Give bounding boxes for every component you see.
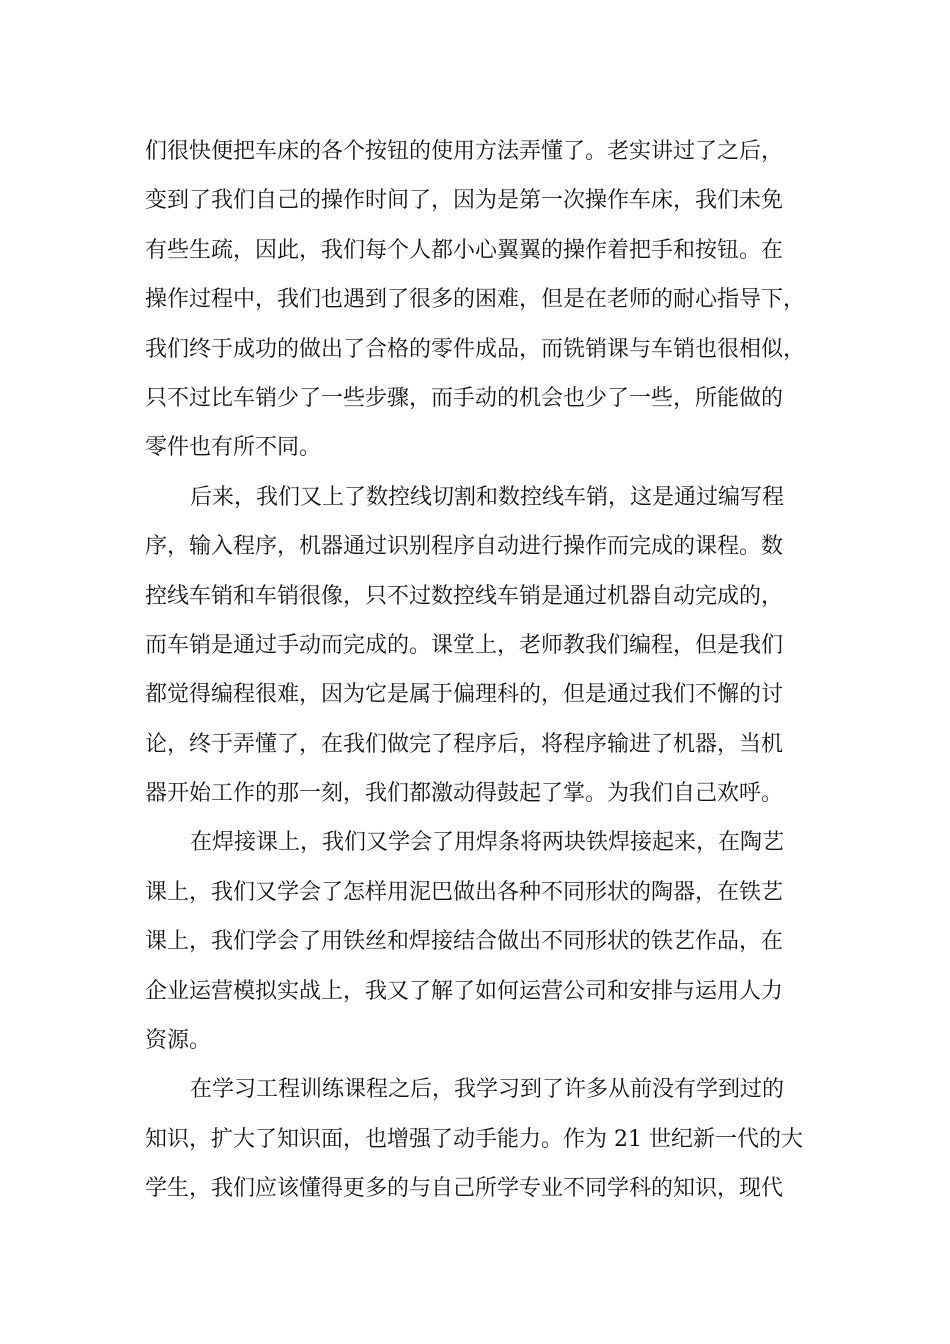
paragraph-first-line: 在焊接课上，我们又学会了用焊条将两块铁焊接起来，在陶艺	[190, 830, 785, 856]
text-line: 有些生疏，因此，我们每个人都小心翼翼的操作着把手和按钮。在	[145, 237, 784, 263]
text-line: 只不过比车销少了一些步骤，而手动的机会也少了一些，所能做的	[145, 385, 784, 411]
text-line: 变到了我们自己的操作时间了，因为是第一次操作车床，我们未免	[145, 188, 784, 214]
text-line: 零件也有所不同。	[145, 435, 322, 461]
text-line: 知识，扩大了知识面，也增强了动手能力。作为 21 世纪新一代的大	[145, 1126, 803, 1152]
text-line: 论，终于弄懂了，在我们做完了程序后，将程序输进了机器，当机	[145, 731, 784, 757]
text-line: 而车销是通过手动而完成的。课堂上，老师教我们编程，但是我们	[145, 632, 784, 658]
text-line: 课上，我们又学会了怎样用泥巴做出各种不同形状的陶器，在铁艺	[145, 879, 784, 905]
text-line: 我们终于成功的做出了合格的零件成品，而铣销课与车销也很相似，	[145, 336, 806, 362]
text-line: 都觉得编程很难，因为它是属于偏理科的，但是通过我们不懈的讨	[145, 682, 784, 708]
text-line: 课上，我们学会了用铁丝和焊接结合做出不同形状的铁艺作品，在	[145, 929, 784, 955]
text-line: 器开始工作的那一刻，我们都激动得鼓起了掌。为我们自己欢呼。	[145, 781, 784, 807]
text-line: 资源。	[145, 1028, 212, 1054]
text-line: 学生，我们应该懂得更多的与自己所学专业不同学科的知识，现代	[145, 1176, 784, 1202]
text-line: 企业运营模拟实战上，我又了解了如何运营公司和安排与运用人力	[145, 978, 784, 1004]
paragraph-first-line: 在学习工程训练课程之后，我学习到了许多从前没有学到过的	[190, 1077, 785, 1103]
paragraph-first-line: 后来，我们又上了数控线切割和数控线车销，这是通过编写程	[190, 484, 785, 510]
text-line: 控线车销和车销很像，只不过数控线车销是通过机器自动完成的，	[145, 583, 784, 609]
text-line: 们很快便把车床的各个按钮的使用方法弄懂了。老实讲过了之后，	[145, 139, 784, 164]
text-line: 序，输入程序，机器通过识别程序自动进行操作而完成的课程。数	[145, 534, 784, 560]
text-line: 操作过程中，我们也遇到了很多的困难，但是在老师的耐心指导下，	[145, 287, 806, 313]
document-body	[145, 127, 830, 1214]
